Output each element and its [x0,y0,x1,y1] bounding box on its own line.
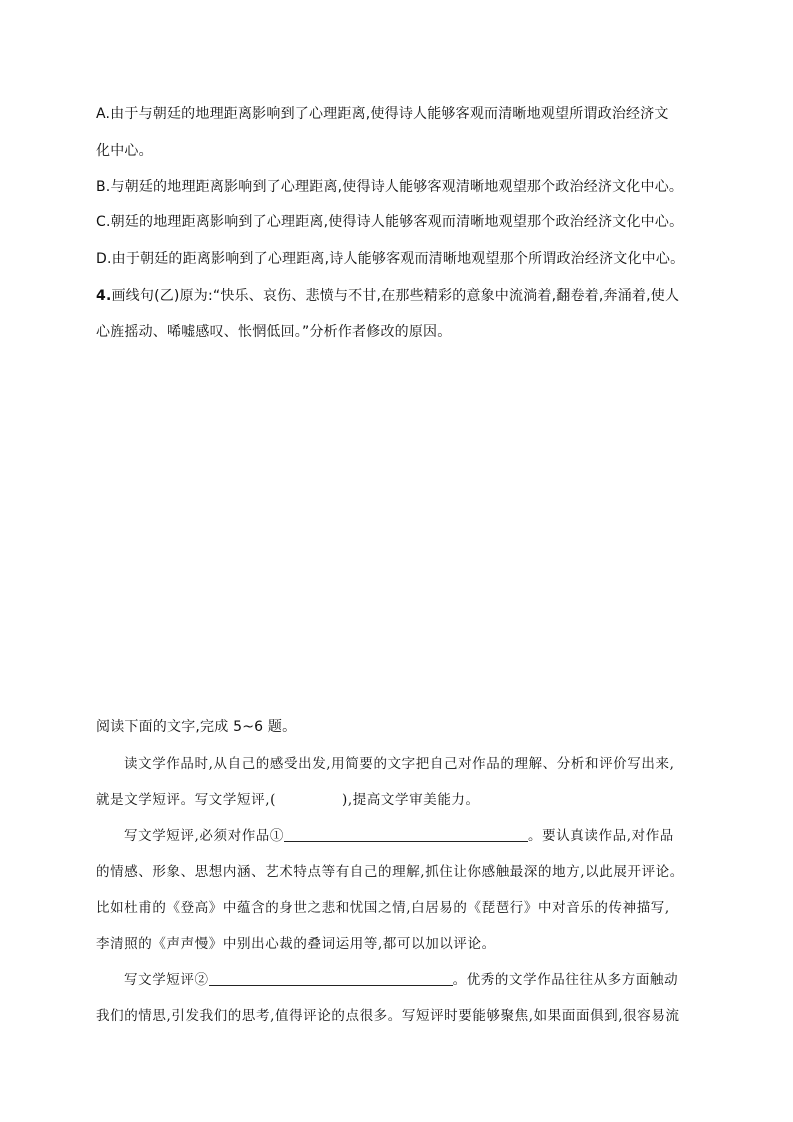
option-b: B.与朝廷的地理距离影响到了心理距离,使得诗人能够客观清晰地观望那个政治经济文化中心。 [96,179,684,195]
passage-p1-line1: 读文学作品时,从自己的感受出发,用简要的文字把自己对作品的理解、分析和评价写出来, [124,756,675,772]
question-4-text: 画线句(乙)原为:“快乐、哀伤、悲愤与不甘,在那些精彩的意象中流淌着,翻卷着,奔涌着,使人 [111,288,680,304]
p3-text-a: 写文学短评② [124,972,209,988]
p3-text-b: 。优秀的文学作品往往从多方面触动 [452,972,679,988]
p1-text-a: 就是文学短评。写文学短评,( [96,792,276,808]
reading-intro: 阅读下面的文字,完成 5~6 题。 [96,719,297,735]
passage-p2-line2: 的情感、形象、思想内涵、艺术特点等有自己的理解,抓住让你感触最深的地方,以此展开评论。 [96,864,684,880]
passage-p3-line2: 我们的情思,引发我们的思考,值得评论的点很多。写短评时要能够聚焦,如果面面俱到,很容易流 [96,1008,680,1024]
question-number: 4. [96,288,112,304]
question-4-line1 [96,287,679,305]
blank-1-underline [284,827,528,842]
question-4-line2: 心旌摇动、唏嘘感叹、怅惘低回。”分析作者修改的原因。 [96,324,452,340]
p2-text-a: 写文学短评,必须对作品① [124,828,284,844]
passage-p2-line3: 比如杜甫的《登高》中蕴含的身世之悲和忧国之情,白居易的《琵琶行》中对音乐的传神描写, [96,900,670,916]
passage-p3-line1 [124,971,678,989]
passage-p2-line1 [124,827,674,845]
option-a-line1: A.由于与朝廷的地理距离影响到了心理距离,使得诗人能够客观而清晰地观望所谓政治经济文 [96,106,669,122]
p1-text-b: ),提高文学审美能力。 [341,792,480,808]
option-c: C.朝廷的地理距离影响到了心理距离,使得诗人能够客观而清晰地观望那个政治经济文化中心。 [96,214,684,230]
option-a-line2: 化中心。 [96,143,153,159]
p2-text-b: 。要认真读作品,对作品 [528,828,674,844]
passage-p2-line4: 李清照的《声声慢》中别出心裁的叠词运用等,都可以加以评论。 [96,936,496,952]
blank-2-underline [209,971,453,986]
option-d: D.由于朝廷的距离影响到了心理距离,诗人能够客观而清晰地观望那个所谓政治经济文化中心。 [96,251,685,267]
passage-p1-line2 [96,791,480,809]
